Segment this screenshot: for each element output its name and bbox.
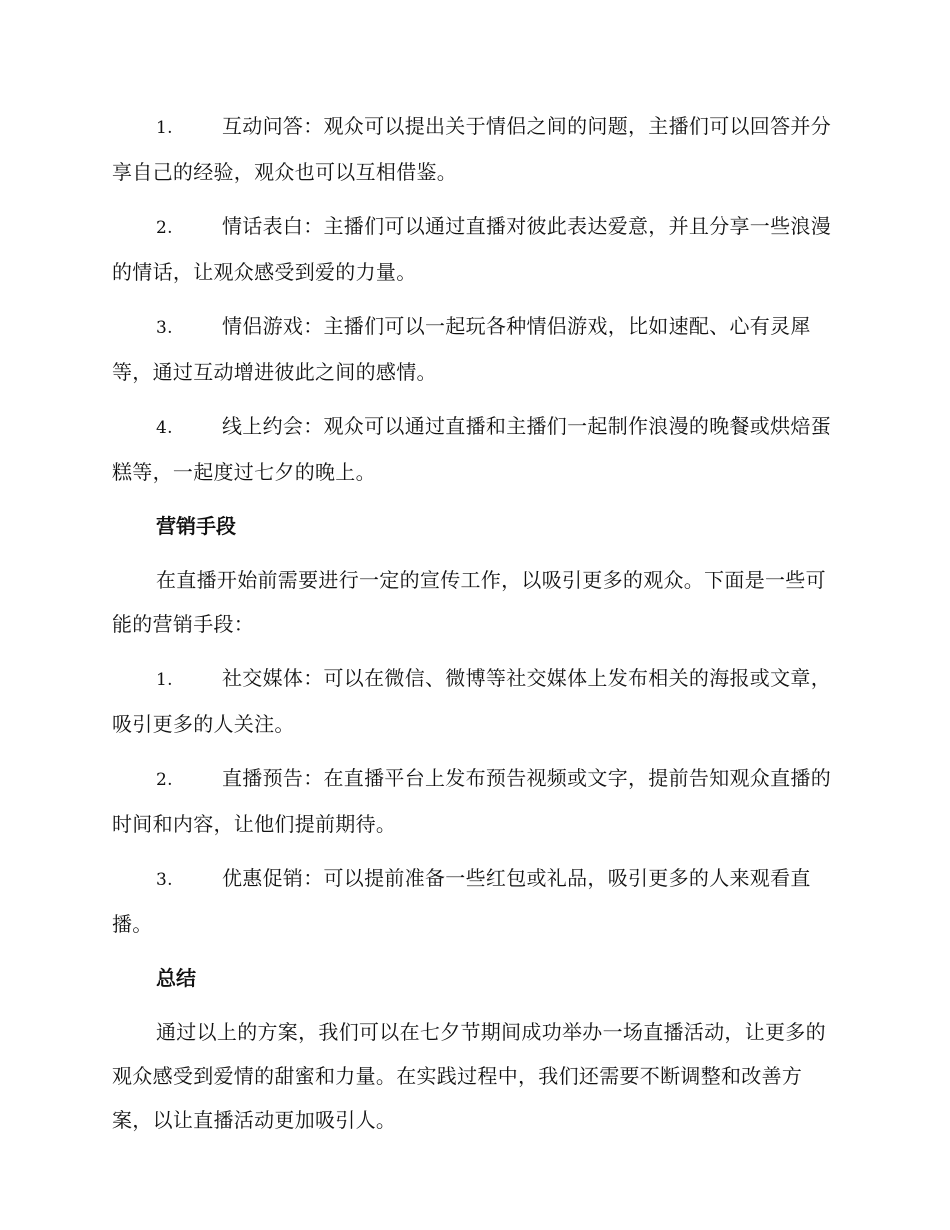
list-number: 3. <box>156 870 173 890</box>
summary-paragraph: 通过以上的方案，我们可以在七夕节期间成功举办一场直播活动，让更多的观众感受到爱情的甜蜜和力量。在实践过程中，我们还需要不断调整和改善方案，以让直播活动更加吸引人。 <box>112 1020 826 1132</box>
list-item-text: 线上约会：观众可以通过直播和主播们一起制作浪漫的晚餐或烘焙蛋糕等，一起度过七夕的晚上。 <box>112 414 831 484</box>
list-item <box>112 756 832 846</box>
list-item-text: 直播预告：在直播平台上发布预告视频或文字，提前告知观众直播的时间和内容，让他们提前期待。 <box>112 766 831 836</box>
list-item <box>112 856 832 946</box>
list-item <box>112 304 832 394</box>
list-number: 3. <box>156 318 173 338</box>
list-number: 1. <box>156 118 173 138</box>
list-item-text: 情话表白：主播们可以通过直播对彼此表达爱意，并且分享一些浪漫的情话，让观众感受到爱的力量。 <box>112 214 831 284</box>
list-item <box>112 204 832 294</box>
list-item-text: 互动问答：观众可以提出关于情侣之间的问题，主播们可以回答并分享自己的经验，观众也可以互相借鉴。 <box>112 114 831 184</box>
list-number: 2. <box>156 218 173 238</box>
list-item <box>112 404 832 494</box>
list-number: 2. <box>156 770 173 790</box>
list-number: 4. <box>156 418 173 438</box>
list-item-text: 优惠促销：可以提前准备一些红包或礼品，吸引更多的人来观看直播。 <box>112 866 811 936</box>
section-heading-summary: 总结 <box>156 966 196 990</box>
section-heading-marketing: 营销手段 <box>156 514 236 538</box>
list-item <box>112 656 832 746</box>
document-page <box>112 104 832 1152</box>
list-item-text: 情侣游戏：主播们可以一起玩各种情侣游戏，比如速配、心有灵犀等，通过互动增进彼此之间的感情。 <box>112 314 811 384</box>
marketing-intro-paragraph: 在直播开始前需要进行一定的宣传工作，以吸引更多的观众。下面是一些可能的营销手段： <box>112 568 826 636</box>
list-number: 1. <box>156 670 173 690</box>
list-item <box>112 104 832 194</box>
list-item-text: 社交媒体：可以在微信、微博等社交媒体上发布相关的海报或文章，吸引更多的人关注。 <box>112 666 831 736</box>
